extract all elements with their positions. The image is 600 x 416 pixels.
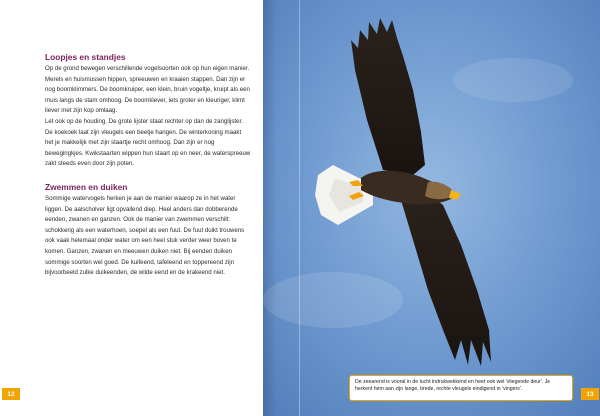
- gutter-line: [299, 0, 300, 416]
- eagle-photo: [263, 0, 600, 416]
- section-spacer: [45, 170, 251, 182]
- eagle-illustration: [263, 0, 600, 416]
- section-title-zwemmen: Zwemmen en duiken: [45, 181, 128, 192]
- section-body-loopjes: Op de grond bewegen verschillende vogelsoorten ook op hun eigen manier. Merels en huismussen hippen, spreeuwen en kraaien stappen. Dan zijn er nog boomklimmers. De boomkruiper, een klein, bruin vogeltje, kruipt als een muis langs de stam omhoog. De boomklever, iets groter en kleuriger, klimt liever met zijn kop omlaag. Let ook op de houding. De grote lijster staat rechter op dan de zanglijster. De koekoek laat zijn vleugels een beetje hangen. De winterkoning maakt het je makkelijk met zijn staartje recht omhoog. Dan zijn er nog bewegingkjes. Kwikstaarten wippen hun staart op en neer, de waterspreeuw zakt steeds even door zijn poten.: [45, 65, 251, 168]
- page-number-left: 12: [2, 388, 20, 400]
- photo-caption: De zeearend is vooral in de lucht indrukwekkend en heet ook wel 'vliegende deur'. Je herkent hem aan zijn lange, brede, rechte vleugels eindigend in 'vingers'.: [349, 375, 573, 401]
- section-body-zwemmen: Sommige watervogels herken je aan de manier waarop ze in het water liggen. De aalscholver ligt opvallend diep. Heel anders dan dobberende eenden, zwanen en ganzen. Ook de manier van zwemmen verschilt: schokkerig als een waterhoen, soepel als een fuut. De fuut duikt trouwens ook vaak helemaal onder water om een heel stuk verder weer boven te komen. Ganzen, zwanen en meeuwen duiken niet. Bij eenden duiken sommige soorten wel goed. De kuifeend, tafeleend en toppereend zijn bijvoorbeeld zulke duikeenden, de wilde eend en de krakeend niet.: [45, 194, 245, 277]
- left-page-content: [45, 52, 251, 279]
- page-number-right: 13: [581, 388, 599, 400]
- section-title-loopjes: Loopjes en standjes: [45, 52, 126, 62]
